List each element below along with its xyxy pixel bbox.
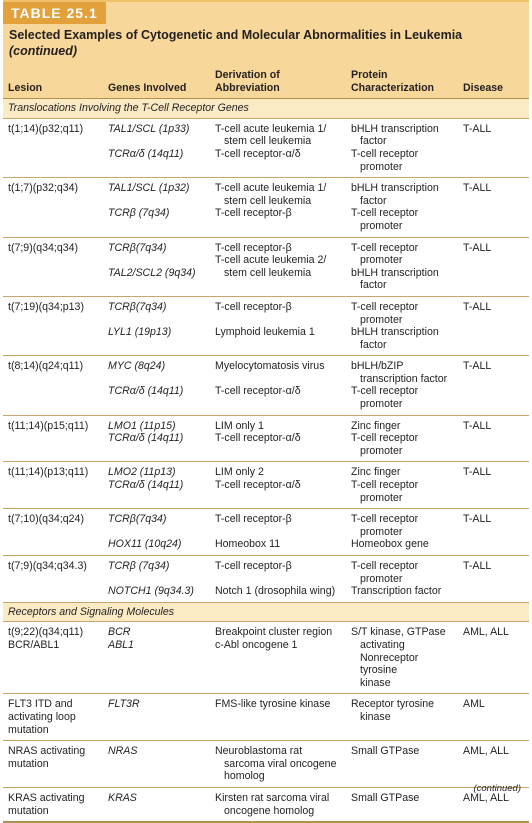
derivation-text: stem cell leukemia — [224, 194, 312, 207]
disease-text: T-ALL — [463, 419, 492, 432]
cell-lesion — [3, 622, 103, 694]
cell-disease — [458, 509, 529, 556]
disease-text: T-ALL — [463, 560, 492, 572]
cell-lesion — [3, 415, 103, 462]
lesion-text: mutation — [8, 804, 49, 817]
derivation-text: T-cell receptor-β — [215, 560, 292, 572]
genes-text: TCRβ(7q34) — [108, 300, 167, 313]
disease-text: T-ALL — [463, 122, 492, 135]
derivation-text: Kirsten rat sarcoma viral — [215, 791, 330, 804]
derivation-text: stem cell leukemia — [224, 266, 312, 279]
lesion-text: t(11;14)(p13;q11) — [8, 466, 89, 479]
protein-text: Homeobox gene — [351, 538, 429, 551]
cell-genes — [103, 556, 210, 603]
derivation-text: T-cell receptor-β — [215, 300, 292, 313]
table-body — [3, 99, 529, 822]
genes-text: KRAS — [108, 791, 137, 804]
genes-text: HOX11 (10q24) — [108, 538, 182, 551]
cell-disease — [458, 694, 529, 741]
derivation-text: LIM only 2 — [215, 466, 264, 479]
lesion-text: NRAS activating — [8, 745, 86, 758]
protein-text: T-cell receptor — [351, 479, 419, 492]
derivation-text: FMS-like tyrosine kinase — [215, 698, 331, 711]
protein-text: bHLH transcription — [351, 182, 439, 195]
genes-text: TCRα/δ (14q11) — [108, 385, 184, 398]
section-header-row — [3, 602, 529, 622]
protein-text: promoter — [360, 254, 403, 267]
genes-text: LMO1 (11p15) — [108, 419, 176, 432]
cell-genes — [103, 296, 210, 355]
genes-text: TCRβ (7q34) — [108, 207, 170, 220]
protein-text: promoter — [360, 525, 403, 538]
derivation-text: LIM only 1 — [215, 419, 264, 432]
protein-text: factor — [360, 135, 387, 148]
disease-text: AML, ALL — [463, 626, 509, 639]
lesion-text: mutation — [8, 723, 49, 736]
cell-derivation — [210, 178, 346, 237]
disease-text: T-ALL — [463, 241, 492, 254]
derivation-text: homolog — [224, 770, 265, 783]
header-derivation: Derivation of Abbreviation — [210, 67, 346, 99]
table-row — [3, 694, 529, 741]
table-row — [3, 509, 529, 556]
table-title: Selected Examples of Cytogenetic and Molecular Abnormalities in Leukemia — [9, 28, 463, 42]
cell-lesion — [3, 741, 103, 788]
genes-text: TCRβ(7q34) — [108, 241, 167, 254]
derivation-text: Lymphoid leukemia 1 — [215, 326, 315, 339]
protein-text: T-cell receptor — [351, 513, 419, 526]
derivation-text: T-cell acute leukemia 2/ — [215, 254, 327, 267]
disease-text: AML, ALL — [463, 791, 509, 804]
protein-text: promoter — [360, 219, 403, 232]
protein-text: kinase — [360, 676, 391, 689]
derivation-text: T-cell receptor-β — [215, 241, 292, 254]
genes-text: BCR — [108, 626, 131, 639]
derivation-text: Notch 1 (drosophila wing) — [215, 585, 336, 598]
disease-text: AML, ALL — [463, 745, 509, 758]
cell-lesion — [3, 356, 103, 415]
cell-lesion — [3, 118, 103, 177]
table-row — [3, 787, 529, 822]
protein-text: transcription factor — [360, 372, 448, 385]
header-lesion: Lesion — [3, 67, 103, 99]
cell-lesion — [3, 462, 103, 509]
cell-lesion — [3, 787, 103, 822]
table-row — [3, 741, 529, 788]
cell-derivation — [210, 787, 346, 822]
derivation-text: T-cell acute leukemia 1/ — [215, 182, 327, 195]
genes-text: TCRα/δ (14q11) — [108, 432, 184, 445]
header-disease: Disease — [458, 67, 529, 99]
protein-text: T-cell receptor — [351, 300, 419, 313]
protein-text: Receptor tyrosine — [351, 698, 435, 711]
cell-genes — [103, 622, 210, 694]
protein-text: promoter — [360, 491, 403, 504]
protein-text: Small GTPase — [351, 745, 420, 758]
derivation-text: c-Abl oncogene 1 — [215, 638, 298, 651]
section-header-row — [3, 99, 529, 119]
table-title-suffix: (continued) — [9, 44, 78, 58]
protein-text: kinase — [360, 710, 391, 723]
cell-derivation — [210, 237, 346, 296]
cell-disease — [458, 296, 529, 355]
protein-text: bHLH transcription — [351, 326, 439, 339]
lesion-text: t(7;9)(q34;q34.3) — [8, 560, 87, 572]
protein-text: T-cell receptor — [351, 147, 419, 160]
cell-disease — [458, 622, 529, 694]
table-label-bar — [3, 0, 529, 24]
cell-derivation — [210, 356, 346, 415]
cell-disease — [458, 356, 529, 415]
protein-text: factor — [360, 194, 387, 207]
cell-protein — [346, 741, 458, 788]
protein-text: promoter — [360, 572, 403, 585]
lesion-text: t(1;14)(p32;q11) — [8, 122, 84, 135]
cell-disease — [458, 462, 529, 509]
genes-text: TCRβ(7q34) — [108, 513, 167, 526]
cell-lesion — [3, 237, 103, 296]
genes-text: TAL1/SCL (1p33) — [108, 122, 190, 135]
protein-text: factor — [360, 338, 387, 351]
disease-text: T-ALL — [463, 300, 492, 313]
cell-lesion — [3, 556, 103, 603]
protein-text: bHLH transcription — [351, 122, 439, 135]
cell-protein — [346, 787, 458, 822]
protein-text: Small GTPase — [351, 791, 420, 804]
derivation-text: oncogene homolog — [224, 804, 315, 817]
disease-text: T-ALL — [463, 182, 492, 195]
cell-protein — [346, 296, 458, 355]
genes-text: TCRβ (7q34) — [108, 560, 170, 572]
header-protein: Protein Characterization — [346, 67, 458, 99]
cell-derivation — [210, 462, 346, 509]
cell-lesion — [3, 296, 103, 355]
derivation-text: T-cell receptor-α/δ — [215, 147, 301, 160]
lesion-text: t(8;14)(q24;q11) — [8, 360, 84, 373]
header-genes: Genes Involved — [103, 67, 210, 99]
derivation-text: T-cell receptor-α/δ — [215, 385, 301, 398]
section-title: Translocations Involving the T-Cell Receptor Genes — [3, 99, 529, 119]
table-row — [3, 296, 529, 355]
disease-text: T-ALL — [463, 466, 492, 479]
protein-text: Nonreceptor tyrosine — [360, 651, 419, 677]
cell-protein — [346, 415, 458, 462]
protein-text: T-cell receptor — [351, 560, 419, 572]
cell-disease — [458, 556, 529, 603]
genes-text: TAL1/SCL (1p32) — [108, 182, 190, 195]
cell-genes — [103, 118, 210, 177]
cell-disease — [458, 178, 529, 237]
table-page — [3, 0, 529, 823]
cell-genes — [103, 415, 210, 462]
derivation-text: T-cell receptor-α/δ — [215, 479, 301, 492]
protein-text: Transcription factor — [351, 585, 442, 598]
disease-text: T-ALL — [463, 513, 492, 526]
genes-text: TCRα/δ (14q11) — [108, 479, 184, 492]
table-row — [3, 462, 529, 509]
lesion-text: KRAS activating — [8, 791, 85, 804]
cell-derivation — [210, 622, 346, 694]
table-row — [3, 622, 529, 694]
cell-lesion — [3, 509, 103, 556]
derivation-text: Myelocytomatosis virus — [215, 360, 325, 373]
cell-protein — [346, 622, 458, 694]
disease-text: AML — [463, 698, 485, 711]
cell-genes — [103, 509, 210, 556]
genes-text: TAL2/SCL2 (9q34) — [108, 266, 196, 279]
derivation-text: Homeobox 11 — [215, 538, 281, 551]
lesion-text: t(11;14)(p15;q11) — [8, 419, 89, 432]
cell-disease — [458, 415, 529, 462]
table-row — [3, 118, 529, 177]
protein-text: T-cell receptor — [351, 432, 419, 445]
derivation-text: T-cell receptor-β — [215, 207, 292, 220]
protein-text: promoter — [360, 444, 403, 457]
cell-protein — [346, 356, 458, 415]
cell-derivation — [210, 415, 346, 462]
cell-disease — [458, 118, 529, 177]
cell-derivation — [210, 694, 346, 741]
cell-lesion — [3, 178, 103, 237]
cell-protein — [346, 118, 458, 177]
protein-text: activating — [360, 638, 405, 651]
protein-text: T-cell receptor — [351, 385, 419, 398]
cell-protein — [346, 462, 458, 509]
table-row — [3, 178, 529, 237]
derivation-text: Neuroblastoma rat — [215, 745, 303, 758]
cell-protein — [346, 694, 458, 741]
cell-genes — [103, 462, 210, 509]
cell-disease — [458, 237, 529, 296]
protein-text: Zinc finger — [351, 466, 401, 479]
cell-lesion — [3, 694, 103, 741]
protein-text: S/T kinase, GTPase — [351, 626, 446, 639]
lesion-text: t(7;19)(q34;p13) — [8, 300, 84, 313]
derivation-text: T-cell receptor-α/δ — [215, 432, 301, 445]
cell-protein — [346, 556, 458, 603]
protein-text: factor — [360, 279, 387, 292]
cell-genes — [103, 237, 210, 296]
derivation-text: Breakpoint cluster region — [215, 626, 333, 639]
table-label: TABLE 25.1 — [3, 2, 106, 24]
cell-disease — [458, 741, 529, 788]
cell-genes — [103, 694, 210, 741]
cell-genes — [103, 178, 210, 237]
lesion-text: t(1;7)(p32;q34) — [8, 182, 79, 195]
table-title-bar — [3, 24, 529, 67]
genes-text: LMO2 (11p13) — [108, 466, 176, 479]
lesion-text: t(7;9)(q34;q34) — [8, 241, 79, 254]
cell-derivation — [210, 741, 346, 788]
lesion-text: t(9;22)(q34;q11) — [8, 626, 84, 639]
cell-genes — [103, 741, 210, 788]
derivation-text: stem cell leukemia — [224, 135, 312, 148]
protein-text: bHLH transcription — [351, 266, 439, 279]
cell-derivation — [210, 296, 346, 355]
cell-genes — [103, 356, 210, 415]
cell-derivation — [210, 556, 346, 603]
derivation-text: sarcoma viral oncogene — [224, 757, 337, 770]
protein-text: promoter — [360, 160, 403, 173]
genes-text: LYL1 (19p13) — [108, 326, 172, 339]
cell-protein — [346, 178, 458, 237]
genes-text: MYC (8q24) — [108, 360, 166, 373]
derivation-text: T-cell receptor-β — [215, 513, 292, 526]
protein-text: T-cell receptor — [351, 207, 419, 220]
table-row — [3, 415, 529, 462]
table-row — [3, 237, 529, 296]
protein-text: promoter — [360, 398, 403, 411]
genes-text: ABL1 — [108, 638, 134, 651]
genes-text: NOTCH1 (9q34.3) — [108, 585, 194, 598]
protein-text: promoter — [360, 313, 403, 326]
lesion-text: t(7;10)(q34;q24) — [8, 513, 84, 526]
cell-derivation — [210, 509, 346, 556]
genes-text: NRAS — [108, 745, 138, 758]
disease-text: T-ALL — [463, 360, 492, 373]
table-row — [3, 356, 529, 415]
lesion-text: activating loop — [8, 710, 76, 723]
genes-text: TCRα/δ (14q11) — [108, 147, 184, 160]
protein-text: T-cell receptor — [351, 241, 419, 254]
table-header-row — [3, 67, 529, 99]
cell-genes — [103, 787, 210, 822]
lesion-text: mutation — [8, 757, 49, 770]
protein-text: bHLH/bZIP — [351, 360, 404, 373]
genes-text: FLT3R — [108, 698, 140, 711]
table-row — [3, 556, 529, 603]
section-title: Receptors and Signaling Molecules — [3, 602, 529, 622]
cell-protein — [346, 509, 458, 556]
lesion-text: BCR/ABL1 — [8, 638, 60, 651]
continued-footer: (continued) — [473, 783, 521, 794]
cell-protein — [346, 237, 458, 296]
derivation-text: T-cell acute leukemia 1/ — [215, 122, 327, 135]
lesion-text: FLT3 ITD and — [8, 698, 73, 711]
abnormalities-table — [3, 67, 529, 823]
protein-text: Zinc finger — [351, 419, 401, 432]
cell-derivation — [210, 118, 346, 177]
